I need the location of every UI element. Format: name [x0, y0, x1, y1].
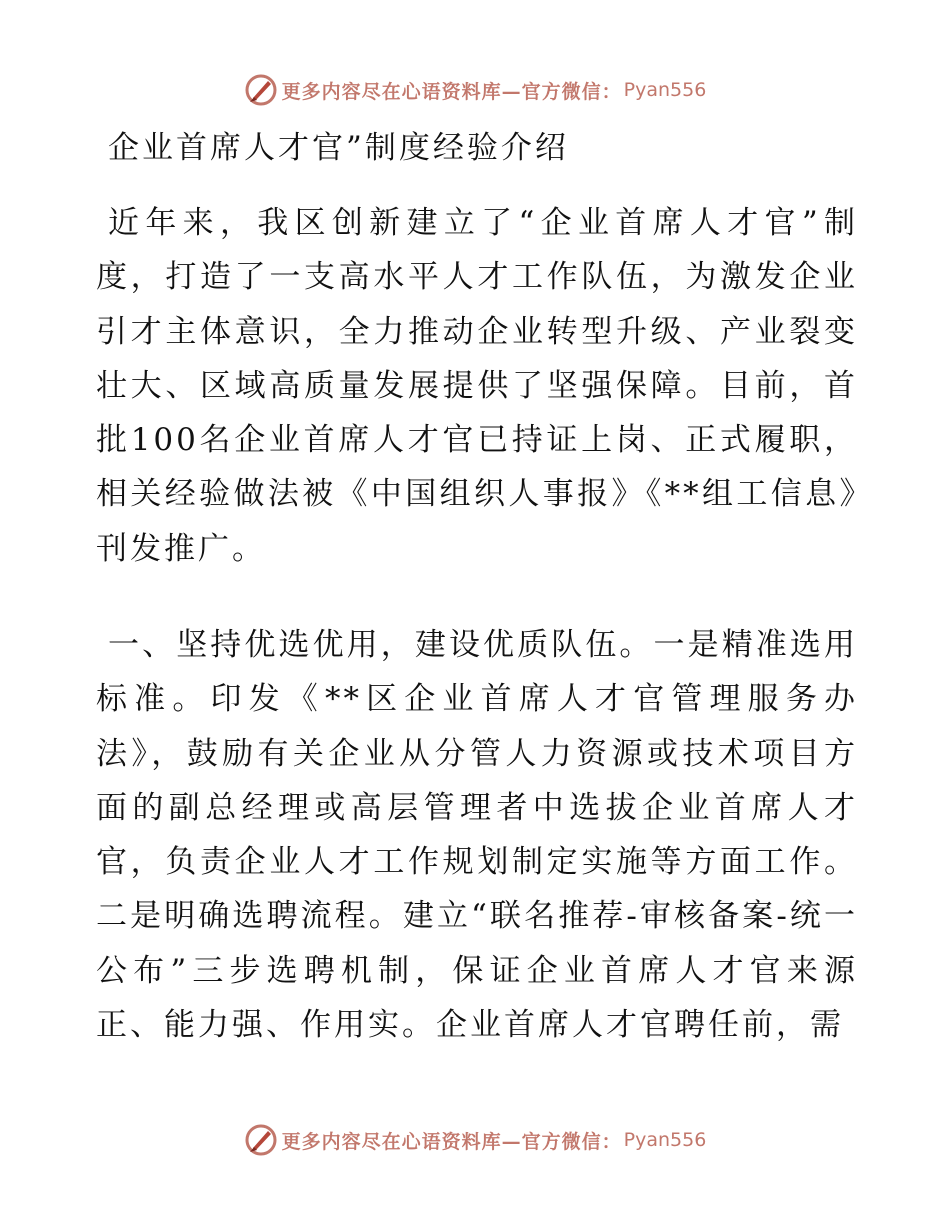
body-paragraph: 一、坚持优选优用，建设优质队伍。一是精准选用标准。印发《**区企业首席人才官管理服务办法》，鼓励有关企业从分管人力资源或技术项目方面的副总经理或高层管理者中选拔企业首席人才官，负责企业人才工作规划制定实施等方面工作。二是明确选聘流程。建立“联名推荐-审核备案-统一公布”三步选聘机制，保证企业首席人才官来源正、能力强、作用实。企业首席人才官聘任前，需: [96, 627, 858, 1044]
body-paragraph: 近年来，我区创新建立了“企业首席人才官”制度，打造了一支高水平人才工作队伍，为激发企业引才主体意识，全力推动企业转型升级、产业裂变壮大、区域高质量发展提供了坚强保障。目前，首批100名企业首席人才官已持证上岗、正式履职，相关经验做法被《中国组织人事报》《**组工信息》刊发推广。: [96, 205, 858, 567]
quill-pen-logo-icon: [244, 1123, 278, 1157]
banner-wechat-id: Pyan556: [623, 79, 707, 101]
document-title: 企业首席人才官”制度经验介绍: [108, 130, 569, 166]
banner-text: 更多内容尽在心语资料库—官方微信：: [281, 1130, 622, 1153]
footer-banner: [0, 1120, 950, 1160]
header-banner: [0, 70, 950, 110]
quill-pen-logo-icon: [244, 73, 278, 107]
banner-wechat-id: Pyan556: [623, 1129, 707, 1151]
banner-text: 更多内容尽在心语资料库—官方微信：: [281, 80, 622, 103]
